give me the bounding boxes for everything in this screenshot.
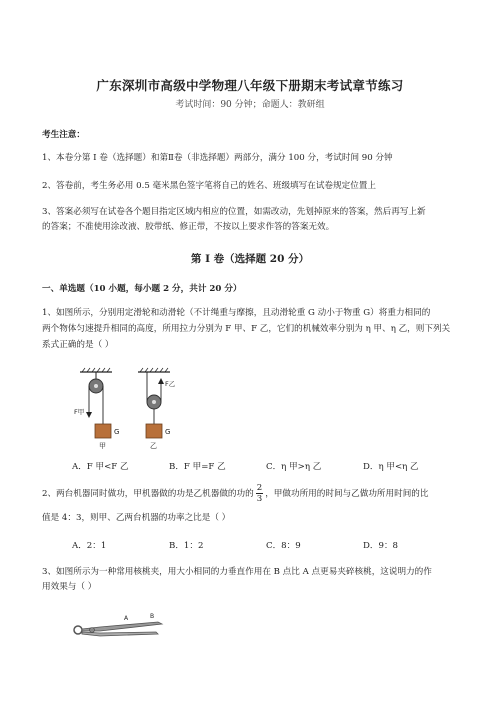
exam-subtitle: 考试时间：90 分钟；命题人：教研组 [175, 100, 325, 110]
force-right-label: F乙 [165, 380, 176, 388]
q2-text-a: 2、两台机器同时做功，甲机器做的功是乙机器做的功的 [42, 489, 254, 499]
q1-option-c[interactable]: C．η 甲>η 乙 [266, 462, 322, 472]
q2-option-a[interactable]: A．2：1 [72, 541, 107, 551]
q1-option-b[interactable]: B．F 甲=F 乙 [169, 462, 226, 472]
q2-option-b[interactable]: B．1：2 [169, 541, 204, 551]
frac-numerator: 2 [256, 483, 263, 493]
point-a-label: A [124, 615, 129, 622]
q1-line-3: 系式正确的是（ ） [42, 340, 114, 350]
section-title: 第 I 卷（选择题 20 分） [190, 253, 310, 265]
q3-line-2: 用效果与（ ） [42, 582, 97, 592]
fraction-two-thirds [256, 483, 263, 504]
q2-text-b: ，甲做功所用的时间与乙做功所用时间的比 [265, 489, 429, 499]
q2-line-1 [42, 483, 428, 504]
q2-option-c[interactable]: C．8：9 [266, 541, 301, 551]
exam-title: 广东深圳市高级中学物理八年级下册期末考试章节练习 [96, 78, 404, 93]
frac-denominator: 3 [256, 494, 263, 504]
caption-right: 乙 [150, 442, 157, 450]
q1-line-2: 两个物体匀速提升相同的高度，所用拉力分别为 F 甲、F 乙，它们的机械效率分别为 η 甲、η 乙，则下列关 [42, 324, 451, 334]
notice-item-1: 1、本卷分第 I 卷（选择题）和第Ⅱ卷（非选择题）两部分，满分 100 分，考试时间 90 分钟 [42, 153, 393, 163]
q1-option-a[interactable]: A．F 甲<F 乙 [72, 462, 129, 472]
notice-item-2: 2、答卷前，考生务必用 0.5 毫米黑色签字笔将自己的姓名、班级填写在试卷规定位置上 [42, 181, 376, 191]
notice-item-3-cont: 的答案；不准使用涂改液、胶带纸、修正带，不按以上要求作答的答案无效。 [42, 222, 335, 232]
part-heading: 一、单选题（10 小题，每小题 2 分，共计 20 分） [42, 284, 242, 294]
nutcracker-figure [70, 610, 170, 646]
weight-left-label: G [114, 428, 120, 436]
notice-heading: 考生注意： [42, 130, 85, 140]
q2-line-2: 值是 4：3，则甲、乙两台机器的功率之比是（ ） [42, 513, 231, 523]
force-left-label: F甲 [74, 408, 85, 416]
q1-option-d[interactable]: D．η 甲<η 乙 [363, 462, 419, 472]
notice-item-3: 3、答案必须写在试卷各个题目指定区域内相应的位置，如需改动，先划掉原来的答案，然后再写上新 [42, 207, 426, 217]
caption-left: 甲 [99, 442, 106, 450]
pulley-figure [64, 364, 194, 450]
q1-line-1: 1、如图所示，分别用定滑轮和动滑轮（不计绳重与摩擦，且动滑轮重 G 动小于物重 G）将重力相同的 [42, 308, 431, 318]
point-b-label: B [150, 613, 155, 620]
q2-option-d[interactable]: D．9：8 [363, 541, 399, 551]
q3-line-1: 3、如图所示为一种常用核桃夹，用大小相同的力垂直作用在 B 点比 A 点更易夹碎核桃，这说明力的作 [42, 567, 432, 577]
weight-right-label: G [165, 428, 171, 436]
